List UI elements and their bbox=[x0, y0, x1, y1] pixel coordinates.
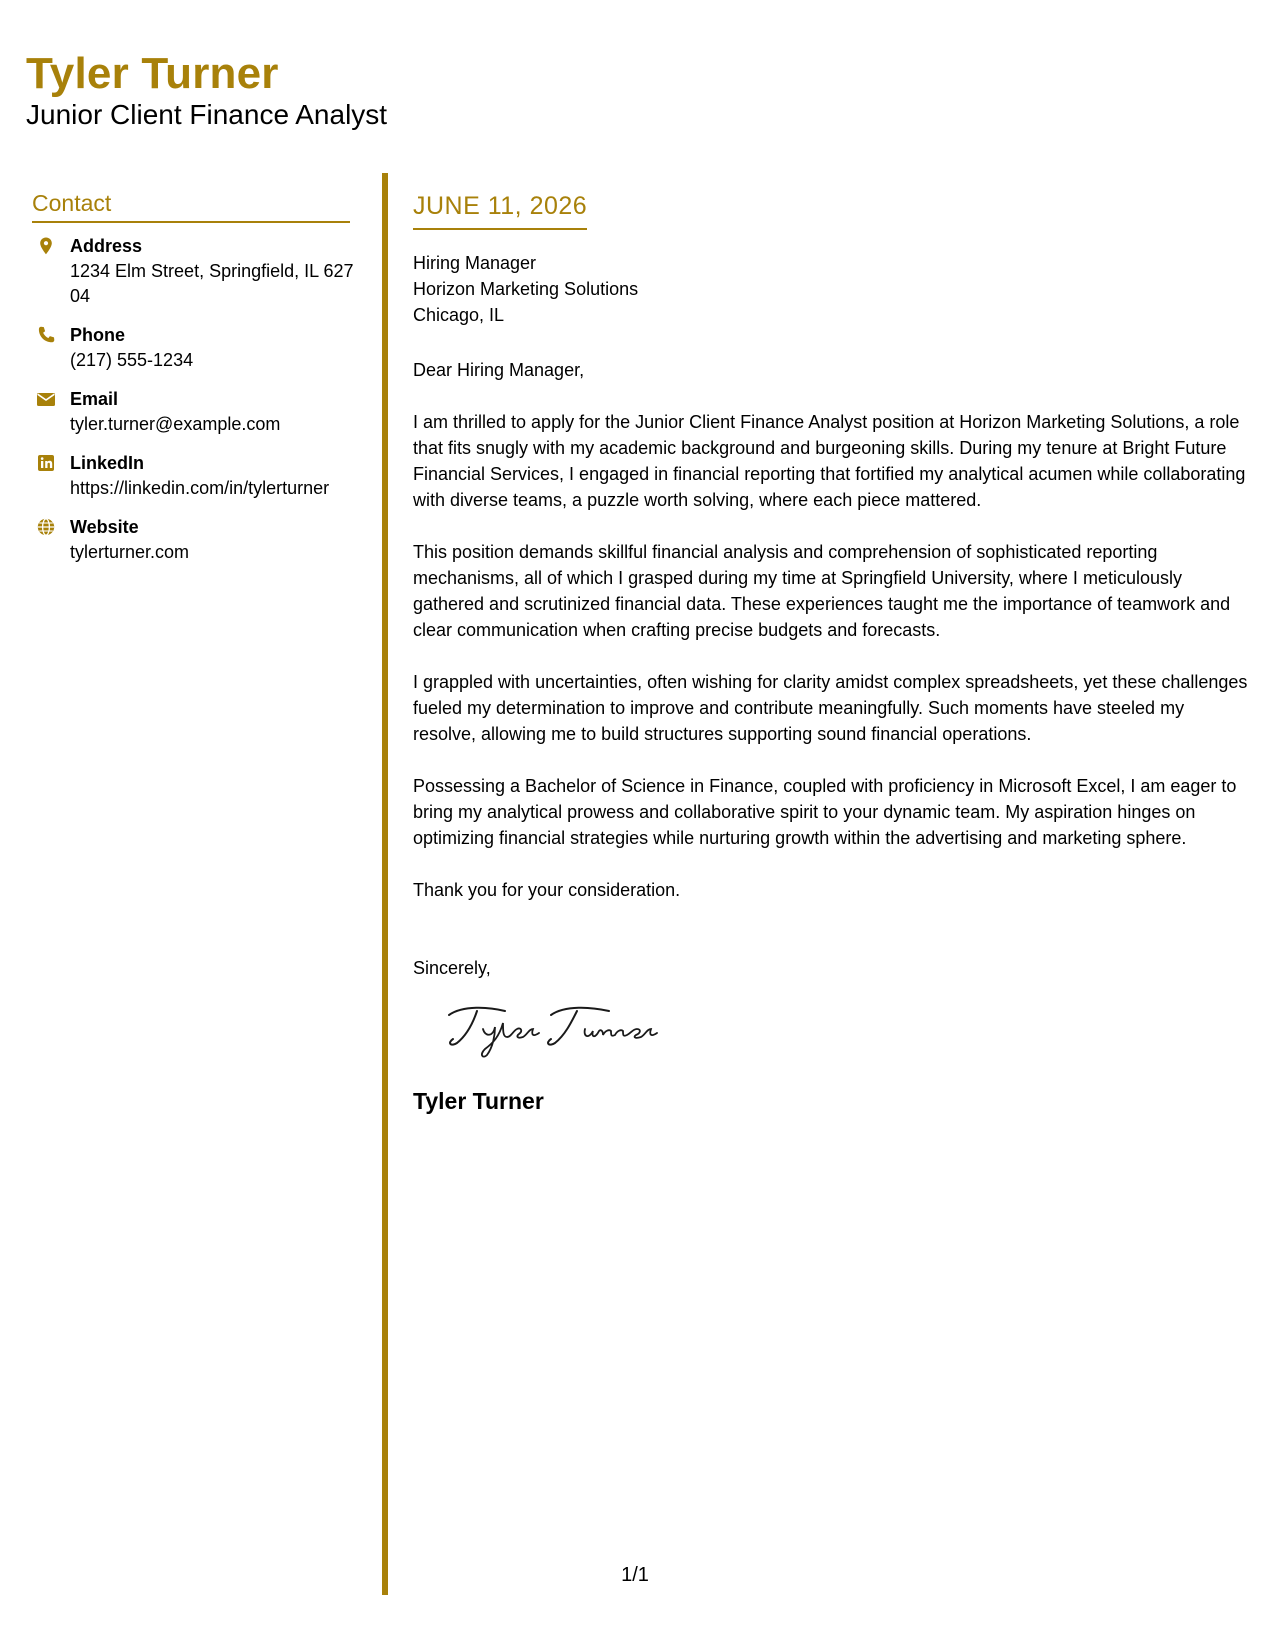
recipient-name: Hiring Manager bbox=[413, 253, 537, 273]
contact-item-phone bbox=[32, 323, 362, 373]
contact-label: Website bbox=[70, 517, 139, 537]
letter-paragraph: I grappled with uncertainties, often wishing for clarity amidst complex spreadsheets, yet these challenges fueled my determination to improve and contribute meaningfully. Such moments have steeled my resolve, allowing me to build structures supporting sound financial operations. bbox=[413, 672, 1248, 744]
contact-label: LinkedIn bbox=[70, 453, 145, 473]
letter-date: JUNE 11, 2026 bbox=[413, 190, 587, 230]
phone-icon bbox=[36, 325, 56, 345]
job-title: Junior Client Finance Analyst bbox=[26, 99, 388, 130]
linkedin-icon bbox=[36, 453, 56, 473]
column-divider bbox=[382, 173, 388, 1595]
globe-icon bbox=[36, 517, 56, 537]
contact-label: Email bbox=[70, 389, 119, 409]
letter-paragraph: Possessing a Bachelor of Science in Finance, coupled with proficiency in Microsoft Excel, I am eager to bring my analytical prowess and collaborative spirit to your dynamic team. My aspiration hinges on optimizing financial strategies while nurturing growth within the advertising and marketing sphere. bbox=[413, 776, 1237, 848]
contact-address-value: 1234 Elm Street, Springfield, IL 62704 bbox=[70, 261, 354, 306]
contact-label: Address bbox=[70, 236, 143, 256]
recipient-location: Chicago, IL bbox=[413, 305, 505, 325]
letter-paragraph: Thank you for your consideration. bbox=[413, 880, 681, 900]
recipient-block bbox=[413, 250, 1248, 328]
map-pin-icon bbox=[36, 236, 56, 256]
page-number: 1/1 bbox=[621, 1564, 649, 1586]
contact-phone-value: (217) 555-1234 bbox=[70, 350, 194, 370]
applicant-name: Tyler Turner bbox=[26, 49, 279, 98]
contact-list bbox=[32, 234, 362, 579]
signer-name: Tyler Turner bbox=[413, 1088, 544, 1114]
letter-paragraph: This position demands skillful financial analysis and comprehension of sophisticated reporting mechanisms, all of which I grasped during my time at Springfield University, where I meticulously gathered and scrutinized financial data. These experiences taught me the importance of teamwork and clear communication when crafting precise budgets and forecasts. bbox=[413, 542, 1231, 640]
contact-label: Phone bbox=[70, 325, 126, 345]
recipient-company: Horizon Marketing Solutions bbox=[413, 279, 639, 299]
contact-item-linkedin bbox=[32, 451, 362, 501]
letter-body bbox=[413, 190, 1248, 1115]
contact-heading: Contact bbox=[32, 188, 350, 223]
contact-email-value[interactable]: tyler.turner@example.com bbox=[70, 414, 281, 434]
contact-item-email bbox=[32, 387, 362, 437]
contact-item-address bbox=[32, 234, 362, 309]
handwritten-signature bbox=[443, 1001, 663, 1061]
salutation: Dear Hiring Manager, bbox=[413, 360, 585, 380]
contact-website-value[interactable]: tylerturner.com bbox=[70, 542, 190, 562]
letter-paragraph: I am thrilled to apply for the Junior Client Finance Analyst position at Horizon Marketing Solutions, a role that fits snugly with my academic background and burgeoning skills. During my tenure at Bright Future Financial Services, I engaged in financial reporting that fortified my analytical acumen while collaborating with diverse teams, a puzzle worth solving, where each piece mattered. bbox=[413, 412, 1246, 510]
closing: Sincerely, bbox=[413, 958, 491, 978]
contact-linkedin-value[interactable]: https://linkedin.com/in/tylerturner bbox=[70, 478, 330, 498]
envelope-icon bbox=[36, 389, 56, 409]
contact-item-website bbox=[32, 515, 362, 565]
